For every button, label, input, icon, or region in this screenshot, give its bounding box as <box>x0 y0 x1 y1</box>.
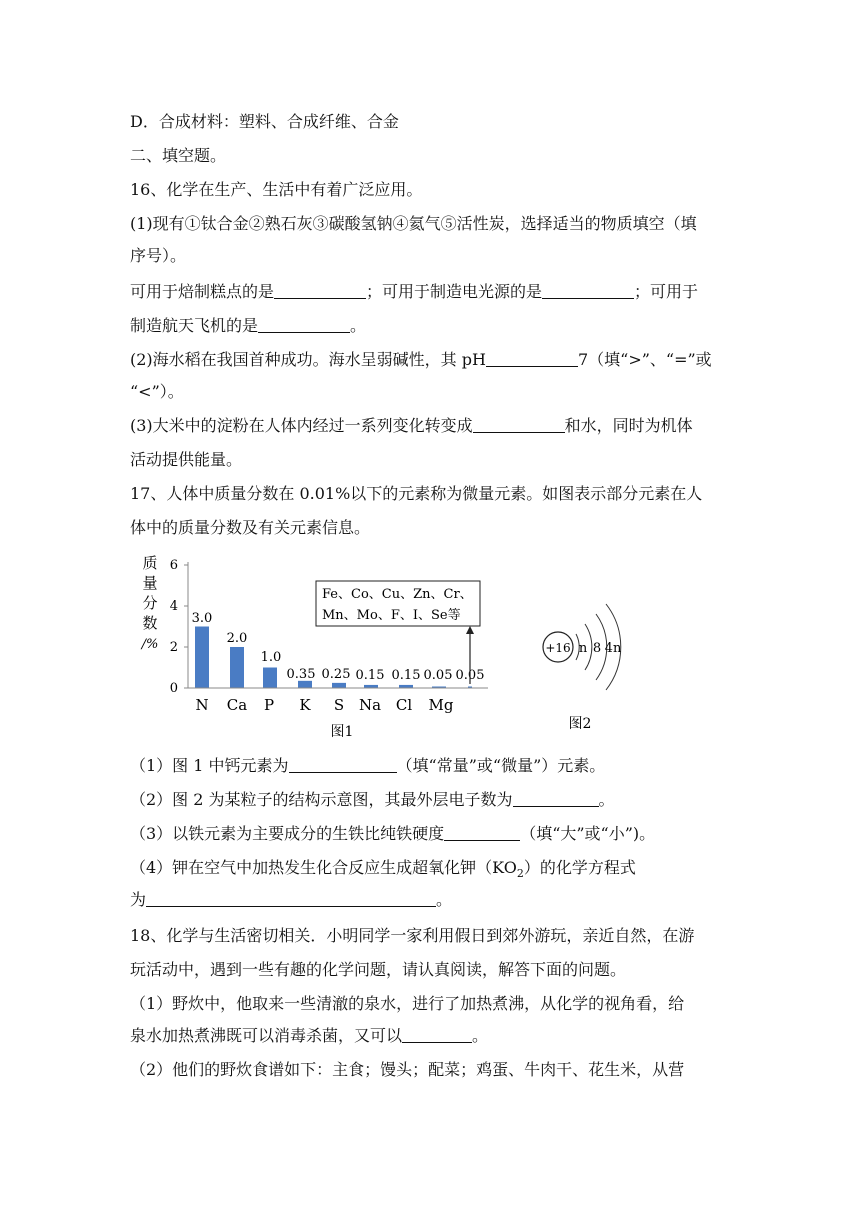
q17-part4-line2: 为 。 <box>130 890 453 909</box>
bar-value-label: 0.15 <box>391 668 421 683</box>
bar <box>195 627 209 689</box>
bar <box>332 683 346 688</box>
q16-part2-line1: (2)海水稻在我国首种成功。海水呈弱碱性，其 pH 7（填“>”、“=”或 <box>130 350 712 369</box>
ylabel-char: /% <box>141 637 159 652</box>
q16-blanks-line1: 可用于焙制糕点的是 ；可用于制造电光源的是 ；可用于 <box>130 282 699 301</box>
bar-value-label: 2.0 <box>226 631 248 646</box>
atom-structure-diagram <box>543 604 622 732</box>
answer-blank[interactable] <box>444 824 520 841</box>
x-tick-label: P <box>263 696 275 714</box>
shell3-electrons: 4n <box>604 641 622 656</box>
answer-blank[interactable] <box>258 316 350 333</box>
figure2-caption: 图2 <box>568 716 592 732</box>
ylabel-char: 数 <box>142 614 158 632</box>
answer-blank[interactable] <box>486 350 578 367</box>
q16-part1-line1: (1)现有①钛合金②熟石灰③碳酸氢钠④氦气⑤活性炭，选择适当的物质填空（填 <box>130 214 697 233</box>
q18-part1-line1: （1）野炊中，他取来一些清澈的泉水，进行了加热煮沸，从化学的视角看，给 <box>130 994 685 1013</box>
shell2-electrons: 8 <box>592 641 602 656</box>
answer-blank[interactable] <box>274 282 366 299</box>
bar-value-label: 0.35 <box>286 667 316 682</box>
bar-value-label: 0.15 <box>355 668 385 683</box>
q16-part1-line2: 序号）。 <box>130 246 187 265</box>
q16-part3-line2: 活动提供能量。 <box>130 450 243 469</box>
x-tick-label: Ca <box>226 696 248 714</box>
q16-part2-line2: “<”）。 <box>130 382 184 401</box>
x-tick-label: Mg <box>428 696 454 714</box>
bar-value-label: 0.25 <box>321 667 351 682</box>
element-mass-chart <box>140 554 488 740</box>
option-d: D．合成材料：塑料、合成纤维、合金 <box>130 112 399 131</box>
answer-blank[interactable] <box>513 790 599 807</box>
y-tick-label: 0 <box>169 681 178 696</box>
q18-part2-line1: （2）他们的野炊食谱如下：主食；馒头；配菜；鸡蛋、牛肉干、花生米，从营 <box>130 1060 685 1079</box>
question-18-line1: 18、化学与生活密切相关．小明同学一家利用假日到郊外游玩，亲近自然，在游 <box>130 926 695 945</box>
q16-part3-line1: (3)大米中的淀粉在人体内经过一系列变化转变成 和水，同时为机体 <box>130 416 693 435</box>
question-17-line2: 体中的质量分数及有关元素信息。 <box>130 518 371 537</box>
q18-part1-line2: 泉水加热煮沸既可以消毒杀菌，又可以 。 <box>130 1026 489 1045</box>
answer-blank[interactable] <box>402 1026 472 1043</box>
q17-part2: （2）图 2 为某粒子的结构示意图，其最外层电子数为 。 <box>130 790 615 809</box>
question-18-line2: 玩活动中，遇到一些有趣的化学问题，请认真阅读，解答下面的问题。 <box>130 960 627 979</box>
figure-area <box>130 548 730 748</box>
q16-blanks-line2: 制造航天飞机的是 。 <box>130 316 367 335</box>
q17-part1: （1）图 1 中钙元素为 （填“常量”或“微量”）元素。 <box>130 756 606 775</box>
section-heading: 二、填空题。 <box>130 146 227 165</box>
bar-value-label: 0.05 <box>423 668 453 683</box>
q17-part3: （3）以铁元素为主要成分的生铁比纯铁硬度 （填“大”或“小”)。 <box>130 824 656 843</box>
ylabel-char: 质 <box>142 554 158 572</box>
trace-element-line2: Mn、Mo、F、I、Se等 <box>322 608 461 623</box>
arrow-head-icon <box>466 626 474 634</box>
bar <box>263 668 277 689</box>
x-tick-label: N <box>195 696 209 714</box>
shell1-electrons: n <box>578 641 588 656</box>
bar-value-label: 1.0 <box>260 650 282 665</box>
answer-blank[interactable] <box>289 756 397 773</box>
x-tick-label: S <box>333 696 345 714</box>
question-16-title: 16、化学在生产、生活中有着广泛应用。 <box>130 180 423 199</box>
answer-blank[interactable] <box>542 282 634 299</box>
x-tick-label: Cl <box>395 696 413 714</box>
y-tick-label: 2 <box>169 640 178 655</box>
trace-element-line1: Fe、Co、Cu、Zn、Cr、 <box>322 587 473 602</box>
nucleus-charge: +16 <box>545 641 571 655</box>
bar-value-label: 3.0 <box>191 611 213 626</box>
x-tick-label: K <box>299 696 311 714</box>
answer-blank[interactable] <box>146 890 436 907</box>
answer-blank[interactable] <box>473 416 565 433</box>
figure1-caption: 图1 <box>330 724 354 740</box>
bar <box>230 647 244 688</box>
q17-part4-line1: （4）钾在空气中加热发生化合反应生成超氧化钾$(KO_2)$的化学方程式 <box>130 858 636 881</box>
x-tick-label: Na <box>358 696 382 714</box>
y-tick-label: 6 <box>169 558 178 573</box>
ylabel-char: 分 <box>142 594 158 612</box>
ylabel-char: 量 <box>142 574 158 592</box>
y-tick-label: 4 <box>169 599 178 614</box>
question-17-line1: 17、人体中质量分数在 0.01%以下的元素称为微量元素。如图表示部分元素在人 <box>130 484 703 503</box>
bar-value-label: 0.05 <box>455 668 485 683</box>
